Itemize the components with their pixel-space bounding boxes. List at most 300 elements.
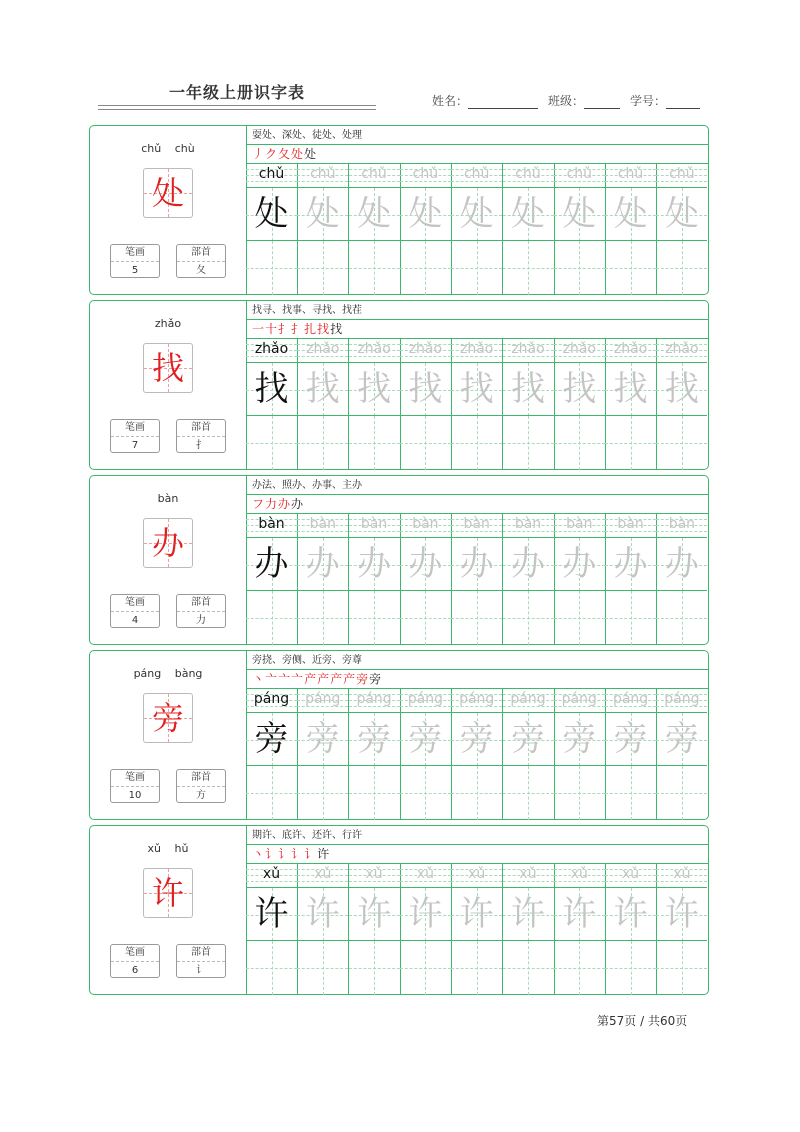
guide-line — [425, 416, 426, 470]
stroke-step: 旁 — [356, 672, 369, 686]
name-field[interactable] — [468, 96, 538, 109]
character-row — [605, 887, 656, 941]
practice-cell[interactable] — [246, 864, 297, 994]
practice-pinyin: bàn — [566, 516, 593, 532]
practice-character: 旁 — [459, 719, 494, 759]
practice-cell[interactable] — [349, 689, 400, 819]
practice-character: 处 — [664, 194, 699, 234]
guide-line — [579, 241, 580, 295]
practice-character: 处 — [613, 194, 648, 234]
character-row — [246, 362, 297, 416]
practice-cell[interactable] — [605, 164, 656, 294]
pinyin-row — [246, 339, 297, 362]
stroke-step: 讠 — [304, 847, 317, 861]
stroke-step: 扌 — [278, 322, 291, 336]
practice-cell[interactable] — [605, 689, 656, 819]
stroke-step: 亠 — [278, 672, 291, 686]
blank-row[interactable] — [349, 765, 400, 820]
character-info-panel — [90, 826, 247, 994]
stroke-step: 丶 — [252, 847, 265, 861]
pinyin-row — [297, 164, 348, 187]
blank-row[interactable] — [503, 415, 554, 470]
blank-row[interactable] — [503, 940, 554, 995]
practice-cell[interactable] — [400, 339, 451, 469]
stroke-order — [246, 145, 708, 164]
practice-cell[interactable] — [605, 339, 656, 469]
character-row — [349, 887, 400, 941]
character-row — [554, 887, 605, 941]
blank-row[interactable] — [400, 415, 451, 470]
practice-pinyin: páng — [356, 691, 392, 707]
page-number: 第57页 / 共60页 — [597, 1014, 688, 1028]
character-box — [143, 868, 193, 918]
blank-row[interactable] — [451, 240, 502, 295]
stroke-count-value: 7 — [131, 440, 139, 451]
practice-pinyin: páng — [407, 691, 443, 707]
practice-panel — [246, 826, 708, 994]
practice-character: 许 — [305, 894, 340, 934]
blank-row[interactable] — [246, 590, 297, 645]
practice-pinyin: zhǎo — [562, 341, 596, 357]
stroke-count-box — [110, 419, 160, 453]
blank-row[interactable] — [605, 415, 656, 470]
pinyin-row — [503, 339, 554, 362]
blank-row[interactable] — [297, 415, 348, 470]
blank-row[interactable] — [349, 240, 400, 295]
practice-character: 许 — [357, 894, 392, 934]
practice-cell[interactable] — [503, 514, 554, 644]
blank-row[interactable] — [349, 415, 400, 470]
practice-pinyin: chǔ — [412, 166, 439, 182]
character-row — [605, 362, 656, 416]
practice-cell[interactable] — [554, 164, 605, 294]
practice-cell[interactable] — [349, 339, 400, 469]
pinyin-row — [503, 864, 554, 887]
stroke-step: フ — [252, 497, 265, 511]
practice-cell[interactable] — [297, 689, 348, 819]
guide-line — [528, 416, 529, 470]
character-row — [349, 187, 400, 241]
blank-row[interactable] — [605, 765, 656, 820]
pinyin-row — [503, 689, 554, 712]
practice-pinyin: xǔ — [365, 866, 383, 882]
student-info — [432, 92, 722, 109]
stroke-step: 丿 — [252, 147, 265, 161]
name-label: 姓名： — [432, 94, 469, 108]
word-examples: 旁挠、旁侧、近旁、旁尊 — [246, 651, 708, 670]
blank-row[interactable] — [451, 765, 502, 820]
practice-character: 处 — [408, 194, 443, 234]
practice-character: 找 — [254, 369, 289, 409]
practice-character: 旁 — [562, 719, 597, 759]
practice-character: 处 — [357, 194, 392, 234]
practice-cell[interactable] — [503, 339, 554, 469]
blank-row[interactable] — [400, 940, 451, 995]
guide-line — [477, 941, 478, 995]
practice-cell[interactable] — [605, 864, 656, 994]
class-label: 班级： — [548, 94, 585, 108]
practice-character: 处 — [562, 194, 597, 234]
practice-cell[interactable] — [656, 864, 707, 994]
practice-character: 找 — [511, 369, 545, 409]
practice-character: 办 — [613, 544, 648, 584]
radical-value: 方 — [196, 790, 206, 801]
guide-line — [323, 766, 324, 820]
blank-row[interactable] — [656, 940, 707, 995]
blank-row[interactable] — [297, 240, 348, 295]
practice-pinyin: xǔ — [468, 866, 486, 882]
practice-cell[interactable] — [297, 514, 348, 644]
character-row — [656, 712, 707, 766]
blank-row[interactable] — [297, 765, 348, 820]
practice-character: 找 — [305, 369, 340, 409]
practice-cell[interactable] — [503, 689, 554, 819]
stroke-count-label: 笔画 — [111, 595, 159, 612]
blank-row[interactable] — [605, 590, 656, 645]
character-pinyin: xǔ hǔ — [147, 842, 189, 855]
pinyin-row — [349, 864, 400, 887]
character-row — [605, 537, 656, 591]
practice-cell[interactable] — [503, 164, 554, 294]
character-glyph: 找 — [151, 349, 184, 387]
practice-pinyin: páng — [664, 691, 700, 707]
guide-line — [425, 241, 426, 295]
practice-cell[interactable] — [246, 339, 297, 469]
pinyin-row — [451, 339, 502, 362]
character-row — [400, 712, 451, 766]
stroke-step: 夂 — [278, 147, 291, 161]
practice-cell[interactable] — [451, 164, 502, 294]
guide-line — [528, 591, 529, 645]
character-row — [656, 362, 707, 416]
pinyin-row — [605, 689, 656, 712]
guide-line — [374, 941, 375, 995]
character-glyph: 许 — [151, 874, 184, 912]
character-row — [605, 712, 656, 766]
blank-row[interactable] — [554, 765, 605, 820]
stroke-order — [246, 495, 708, 514]
stroke-step: 处 — [291, 147, 304, 161]
blank-row[interactable] — [451, 415, 502, 470]
stroke-step: 找 — [330, 322, 343, 336]
guide-line — [682, 941, 683, 995]
pinyin-row — [605, 339, 656, 362]
pinyin-row — [656, 514, 707, 537]
guide-line — [374, 766, 375, 820]
practice-cell[interactable] — [349, 864, 400, 994]
class-field[interactable] — [584, 96, 620, 109]
practice-pinyin: bàn — [617, 516, 644, 532]
blank-row[interactable] — [349, 590, 400, 645]
stroke-step: 办 — [278, 497, 291, 511]
practice-pinyin: xǔ — [519, 866, 537, 882]
guide-line — [528, 241, 529, 295]
practice-pinyin: xǔ — [314, 866, 332, 882]
blank-row[interactable] — [246, 240, 297, 295]
practice-cell[interactable] — [451, 864, 502, 994]
practice-pinyin: bàn — [463, 516, 490, 532]
practice-cell[interactable] — [656, 514, 707, 644]
guide-line — [477, 591, 478, 645]
pinyin-row — [400, 339, 451, 362]
pinyin-row — [656, 164, 707, 187]
practice-character: 处 — [459, 194, 494, 234]
guide-line — [374, 416, 375, 470]
practice-panel — [246, 476, 708, 644]
stroke-step: 力 — [265, 497, 278, 511]
character-box — [143, 168, 193, 218]
character-box — [143, 343, 193, 393]
stroke-step: 扎 — [304, 322, 317, 336]
practice-character: 办 — [305, 544, 340, 584]
word-examples: 耍处、深处、徒处、处理 — [246, 126, 708, 145]
stroke-step: 十 — [265, 322, 278, 336]
blank-row[interactable] — [503, 590, 554, 645]
character-row — [451, 362, 502, 416]
practice-pinyin: páng — [561, 691, 597, 707]
blank-row[interactable] — [297, 590, 348, 645]
blank-row[interactable] — [656, 590, 707, 645]
practice-cell[interactable] — [349, 514, 400, 644]
practice-pinyin: páng — [510, 691, 546, 707]
pinyin-row — [503, 164, 554, 187]
pinyin-row — [656, 689, 707, 712]
pinyin-row — [554, 339, 605, 362]
guide-line — [323, 591, 324, 645]
practice-pinyin: xǔ — [673, 866, 691, 882]
pinyin-row — [246, 864, 297, 887]
practice-cell[interactable] — [297, 339, 348, 469]
pinyin-row — [605, 514, 656, 537]
stroke-step: 一 — [252, 322, 265, 336]
practice-character: 旁 — [305, 719, 340, 759]
practice-cell[interactable] — [400, 689, 451, 819]
stroke-count-value: 4 — [131, 615, 139, 626]
practice-cell[interactable] — [503, 864, 554, 994]
character-row — [554, 712, 605, 766]
blank-row[interactable] — [400, 765, 451, 820]
pinyin-row — [554, 164, 605, 187]
stroke-step: 丶 — [252, 672, 265, 686]
practice-pinyin: zhǎo — [665, 341, 699, 357]
blank-row[interactable] — [503, 240, 554, 295]
practice-cell[interactable] — [656, 689, 707, 819]
practice-pinyin: xǔ — [262, 866, 281, 882]
practice-cell[interactable] — [554, 689, 605, 819]
blank-row[interactable] — [503, 765, 554, 820]
stroke-step: 亠 — [291, 672, 304, 686]
pinyin-row — [554, 864, 605, 887]
pinyin-row — [349, 339, 400, 362]
character-row — [554, 187, 605, 241]
guide-line — [682, 416, 683, 470]
guide-line — [374, 241, 375, 295]
practice-cell[interactable] — [451, 514, 502, 644]
blank-row[interactable] — [246, 415, 297, 470]
practice-pinyin: chǔ — [515, 166, 541, 182]
blank-row[interactable] — [400, 590, 451, 645]
practice-pinyin: chǔ — [463, 166, 490, 182]
character-row — [349, 712, 400, 766]
practice-character: 许 — [613, 894, 648, 934]
id-field[interactable] — [666, 96, 700, 109]
practice-cell[interactable] — [297, 864, 348, 994]
guide-line — [682, 591, 683, 645]
blank-row[interactable] — [400, 240, 451, 295]
blank-row[interactable] — [656, 415, 707, 470]
pinyin-row — [246, 689, 297, 712]
practice-character: 办 — [254, 544, 289, 584]
character-row — [554, 362, 605, 416]
practice-character: 找 — [562, 369, 597, 409]
radical-label: 部首 — [177, 770, 225, 787]
stroke-step: 旁 — [369, 672, 382, 686]
character-row — [246, 537, 297, 591]
radical-label: 部首 — [177, 945, 225, 962]
blank-row[interactable] — [246, 940, 297, 995]
guide-line — [579, 416, 580, 470]
blank-row[interactable] — [554, 590, 605, 645]
practice-cell[interactable] — [400, 864, 451, 994]
pinyin-row — [400, 689, 451, 712]
practice-character: 旁 — [511, 719, 545, 759]
practice-cell[interactable] — [297, 164, 348, 294]
guide-line — [425, 941, 426, 995]
blank-row[interactable] — [554, 240, 605, 295]
practice-cell[interactable] — [554, 514, 605, 644]
character-row — [451, 187, 502, 241]
practice-cell[interactable] — [451, 689, 502, 819]
practice-character: 许 — [562, 894, 597, 934]
pinyin-row — [451, 689, 502, 712]
practice-cell[interactable] — [349, 164, 400, 294]
practice-cell[interactable] — [451, 339, 502, 469]
stroke-step: ク — [265, 147, 278, 161]
character-glyph: 办 — [151, 524, 184, 562]
character-row — [605, 187, 656, 241]
practice-cell[interactable] — [246, 164, 297, 294]
blank-row[interactable] — [605, 240, 656, 295]
practice-pinyin: xǔ — [416, 866, 434, 882]
pinyin-row — [297, 339, 348, 362]
blank-row[interactable] — [656, 240, 707, 295]
practice-cell[interactable] — [605, 514, 656, 644]
stroke-step: 亠 — [265, 672, 278, 686]
radical-label: 部首 — [177, 420, 225, 437]
character-pinyin: chǔ chù — [141, 142, 195, 155]
character-card — [89, 825, 709, 995]
guide-line — [272, 241, 273, 295]
guide-line — [477, 416, 478, 470]
blank-row[interactable] — [554, 940, 605, 995]
practice-cell[interactable] — [554, 339, 605, 469]
blank-row[interactable] — [349, 940, 400, 995]
character-row — [246, 187, 297, 241]
practice-cell[interactable] — [246, 514, 297, 644]
guide-line — [323, 241, 324, 295]
practice-cell[interactable] — [400, 514, 451, 644]
stroke-step: 讠 — [278, 847, 291, 861]
guide-line — [579, 766, 580, 820]
radical-value: 讠 — [196, 965, 206, 976]
practice-pinyin: chǔ — [310, 166, 336, 182]
practice-pinyin: páng — [612, 691, 649, 707]
title-underline-2 — [98, 109, 376, 110]
guide-line — [272, 941, 273, 995]
practice-pinyin: zhǎo — [357, 341, 391, 357]
blank-row[interactable] — [554, 415, 605, 470]
practice-panel — [246, 301, 708, 469]
character-row — [349, 537, 400, 591]
character-card — [89, 300, 709, 470]
character-card — [89, 475, 709, 645]
blank-row[interactable] — [451, 590, 502, 645]
character-row — [349, 362, 400, 416]
character-row — [297, 187, 348, 241]
pinyin-row — [554, 689, 605, 712]
radical-label: 部首 — [177, 595, 225, 612]
stroke-step: 讠 — [265, 847, 278, 861]
character-row — [503, 537, 554, 591]
practice-pinyin: bàn — [412, 516, 439, 532]
character-row — [554, 537, 605, 591]
character-box — [143, 518, 193, 568]
character-row — [656, 187, 707, 241]
blank-row[interactable] — [451, 940, 502, 995]
page-title: 一年级上册识字表 — [168, 83, 305, 102]
practice-pinyin: bàn — [309, 516, 336, 532]
character-row — [503, 362, 554, 416]
practice-pinyin: bàn — [668, 516, 696, 532]
pinyin-row — [297, 689, 348, 712]
character-row — [503, 712, 554, 766]
pinyin-row — [554, 514, 605, 537]
blank-row[interactable] — [605, 940, 656, 995]
pinyin-row — [349, 514, 400, 537]
guide-line — [631, 416, 632, 470]
character-card — [89, 125, 709, 295]
practice-character: 找 — [408, 369, 443, 409]
character-row — [656, 887, 707, 941]
blank-row[interactable] — [246, 765, 297, 820]
practice-cell[interactable] — [246, 689, 297, 819]
stroke-step: 产 — [317, 672, 330, 686]
blank-row[interactable] — [656, 765, 707, 820]
practice-character: 旁 — [664, 719, 699, 759]
character-row — [400, 362, 451, 416]
stroke-order — [246, 845, 708, 864]
guide-line — [682, 766, 683, 820]
practice-pinyin: zhǎo — [306, 341, 340, 357]
practice-cell[interactable] — [656, 339, 707, 469]
pinyin-row — [451, 864, 502, 887]
practice-cell[interactable] — [656, 164, 707, 294]
practice-cell[interactable] — [554, 864, 605, 994]
stroke-step: 扌 — [291, 322, 304, 336]
character-row — [451, 712, 502, 766]
character-info-panel — [90, 651, 247, 819]
practice-character: 许 — [254, 894, 289, 934]
character-card — [89, 650, 709, 820]
practice-pinyin: chǔ — [617, 166, 644, 182]
pinyin-row — [656, 339, 707, 362]
stroke-count-value: 10 — [128, 790, 142, 801]
character-info-panel — [90, 301, 247, 469]
blank-row[interactable] — [297, 940, 348, 995]
radical-box — [176, 244, 226, 278]
practice-cell[interactable] — [400, 164, 451, 294]
practice-pinyin: bàn — [514, 516, 542, 532]
